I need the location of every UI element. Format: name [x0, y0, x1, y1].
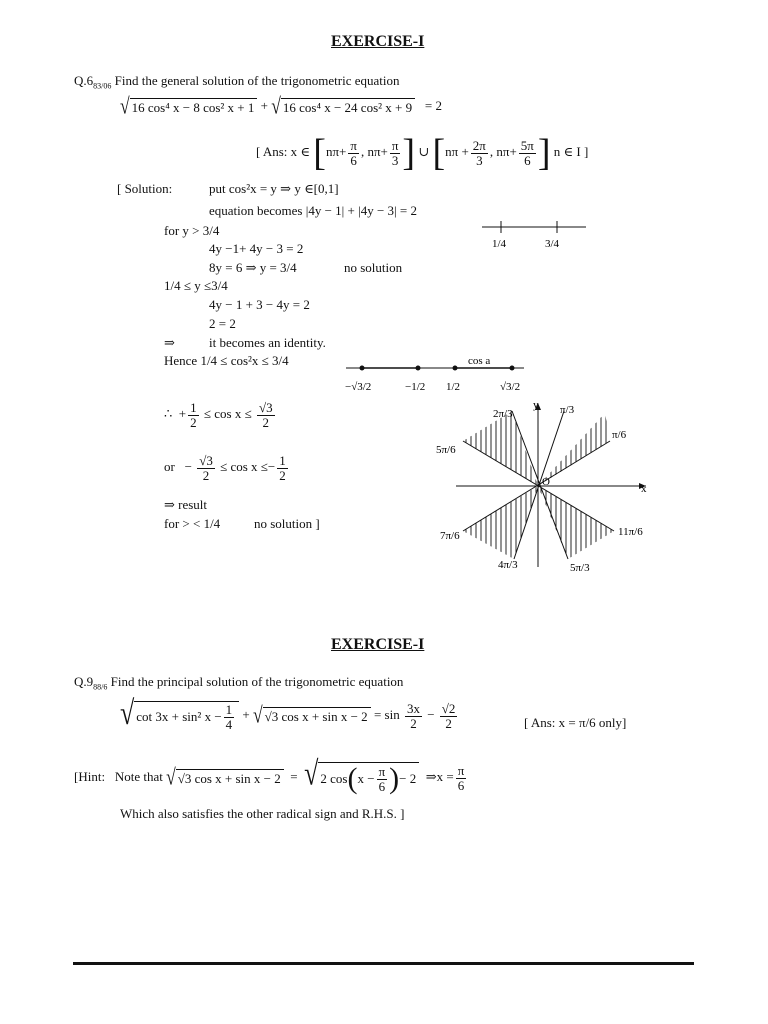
- diagram-label-pi3: π/3: [560, 404, 575, 416]
- question-9-equation: √ cot 3x + sin² x − $\frac{1}{4}$ + √ √3 cos x + sin x − 2 = sin $\frac{3x}{2}$ − $\frac{√2}{2}$: [120, 693, 456, 732]
- question-6: [74, 73, 399, 91]
- question-text: Find the general solution of the trigonometric equation: [114, 73, 400, 88]
- radical-2: √ √3 cos x + sin x − 2: [253, 707, 371, 725]
- question-source: 83/06: [93, 81, 112, 91]
- question-number: Q.9: [74, 674, 94, 689]
- cos-range-1: ∴ + $\frac{1}{2}$ ≤ cos x ≤ $\frac{√3}{2}$: [164, 400, 273, 430]
- section2-title: EXERCISE-I: [331, 636, 425, 653]
- diagram-x-label: x: [641, 483, 647, 495]
- question-9-answer: [ Ans: x = π/6 only]: [524, 715, 627, 730]
- case-1-line-2: 8y = 6 ⇒ y = 3/4: [209, 260, 297, 275]
- diagram-label-4pi3: 4π/3: [498, 559, 518, 571]
- diagram-y-label: y: [533, 399, 539, 411]
- number-line-2: [340, 352, 530, 397]
- question-source: 88/6: [93, 682, 108, 692]
- numline2-label-1: −1/2: [405, 381, 426, 393]
- implies-symbol: ⇒: [164, 335, 175, 350]
- section1-title: EXERCISE-I: [331, 33, 425, 50]
- cos-range-2: or − $\frac{√3}{2}$ ≤ cos x ≤− $\frac{1}{2}$: [164, 453, 286, 483]
- case-1-no-solution: no solution: [344, 260, 403, 275]
- solution-becomes: equation becomes |4y − 1| + |4y − 3| = 2: [209, 203, 417, 218]
- hint-line-2: Which also satisfies the other radical sign and R.H.S. ]: [120, 806, 405, 821]
- footer-rule: [73, 962, 694, 965]
- numline2-label-2: 1/2: [446, 381, 461, 393]
- last-no-solution: no solution ]: [254, 516, 320, 531]
- case-1: for y > 3/4: [164, 223, 220, 238]
- diagram-label-2pi3: 2π/3: [493, 408, 513, 420]
- case-2: 1/4 ≤ y ≤3/4: [164, 278, 228, 293]
- diagram-label-11pi6: 11π/6: [618, 526, 643, 538]
- diagram-origin-label: O: [542, 476, 550, 488]
- result-text: ⇒ result: [164, 497, 208, 512]
- numline1-label-1: 3/4: [545, 238, 560, 250]
- identity-text: it becomes an identity.: [209, 335, 326, 350]
- question-9: [74, 674, 403, 692]
- solution-put: put cos²x = y ⇒ y ∈[0,1]: [209, 181, 339, 196]
- diagram-label-pi6: π/6: [612, 429, 627, 441]
- numline2-label-3: √3/2: [500, 381, 521, 393]
- radical-1: √ cot 3x + sin² x − $\frac{1}{4}$: [120, 701, 239, 731]
- numline1-label-0: 1/4: [492, 238, 507, 250]
- case-1-line-1: 4y −1+ 4y − 3 = 2: [209, 241, 304, 256]
- numline2-label-0: −√3/2: [345, 381, 372, 393]
- numline2-caption: cos a: [468, 355, 491, 367]
- diagram-label-5pi6: 5π/6: [436, 444, 456, 456]
- hint: [Hint: Note that √ √3 cos x + sin x − 2 = √ 2 cos ( x − $\frac{\pi}{6}$ ) − 2 ⇒x = $\frac{\pi}{6}$: [74, 754, 465, 795]
- last-case: for > < 1/4: [164, 516, 221, 531]
- question-6-answer: [ Ans: x ∈ [nπ+ $\frac{\pi}{6}$ , nπ+ $\frac{\pi}{3}$ ] ∪ [nπ + $\frac{2\pi}{3}$ , nπ+ $\frac{5\pi}{6}$ ] n ∈ I ]: [256, 132, 589, 174]
- diagram-label-5pi3: 5π/3: [570, 562, 590, 574]
- case-2-line-1: 4y − 1 + 3 − 4y = 2: [209, 297, 310, 312]
- solution-label: [ Solution:: [117, 181, 173, 196]
- question-text: Find the principal solution of the trigonometric equation: [110, 674, 404, 689]
- diagram-label-7pi6: 7π/6: [440, 530, 460, 542]
- question-6-equation: √ 16 cos⁴ x − 8 cos² x + 1 + √ 16 cos⁴ x − 24 cos² x + 9 = 2: [120, 92, 442, 119]
- number-line-1: [480, 215, 590, 255]
- question-number: Q.6: [74, 73, 94, 88]
- radical-1: √ 16 cos⁴ x − 8 cos² x + 1: [120, 98, 257, 116]
- hence-text: Hence 1/4 ≤ cos²x ≤ 3/4: [164, 353, 289, 368]
- radical-2: √ 16 cos⁴ x − 24 cos² x + 9: [271, 98, 415, 116]
- case-2-line-2: 2 = 2: [209, 316, 236, 331]
- angle-diagram: [420, 395, 660, 580]
